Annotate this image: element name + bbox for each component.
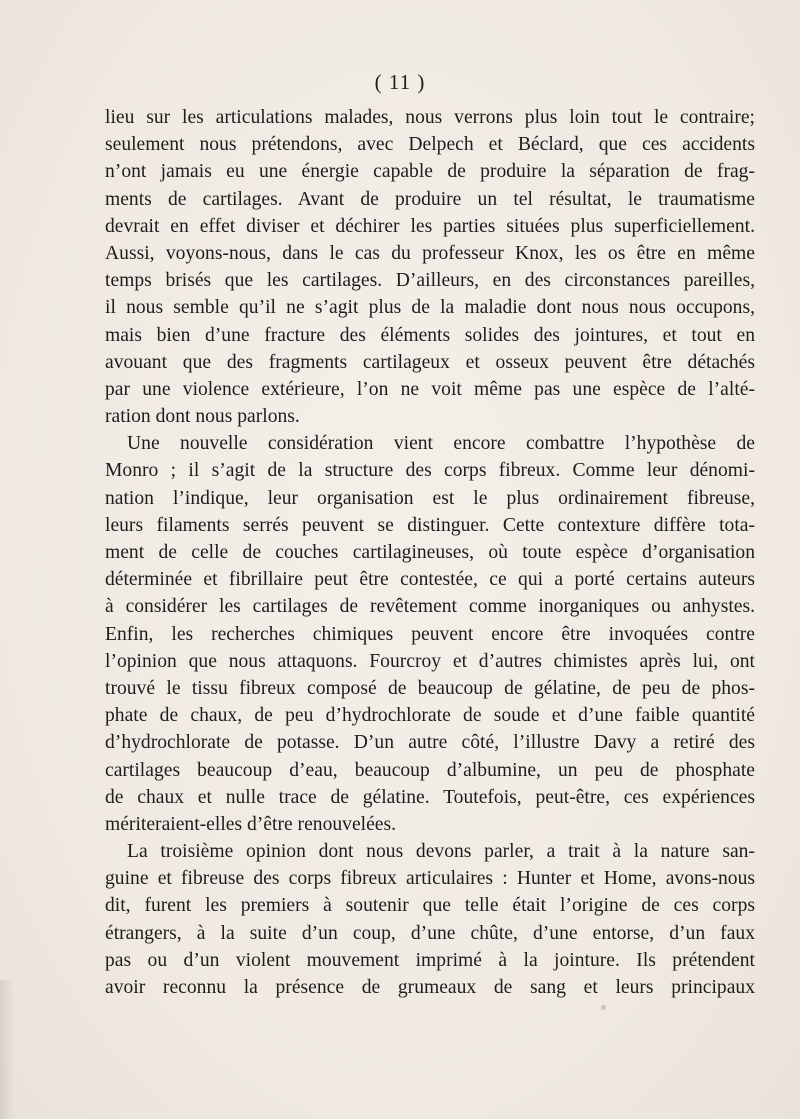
text-line: de chaux et nulle trace de gélatine. Toutefois, peut-être, ces expériences: [105, 786, 755, 808]
text-line: Enfin, les recherches chimiques peuvent encore être invoquées contre: [105, 623, 755, 645]
text-line: Aussi, voyons-nous, dans le cas du professeur Knox, les os être en même: [105, 242, 755, 264]
text-line: trouvé le tissu fibreux composé de beaucoup de gélatine, de peu de phos-: [105, 677, 755, 699]
text-line: ment de celle de couches cartilagineuses, où toute espèce d’organisation: [105, 542, 755, 563]
text-line: devrait en effet diviser et déchirer les parties situées plus superficiellement.: [105, 215, 755, 237]
text-line: n’ont jamais eu une énergie capable de produire la séparation de frag-: [105, 161, 755, 183]
text-line: seulement nous prétendons, avec Delpech et Béclard, que ces accidents: [105, 134, 755, 156]
text-line: nation l’indique, leur organisation est le plus ordinairement fibreuse,: [105, 487, 755, 509]
text-line: par une violence extérieure, l’on ne voit même pas une espèce de l’alté-: [105, 378, 755, 400]
text-line: d’hydrochlorate de potasse. D’un autre côté, l’illustre Davy a retiré des: [105, 732, 755, 754]
text-line: étrangers, à la suite d’un coup, d’une chûte, d’une entorse, d’un faux: [105, 922, 755, 944]
text-line: déterminée et fibrillaire peut être contestée, ce qui a porté certains auteurs: [105, 569, 755, 591]
text-line: avouant que des fragments cartilageux et osseux peuvent être détachés: [105, 351, 755, 373]
text-line: dit, furent les premiers à soutenir que telle était l’origine de ces corps: [105, 895, 755, 917]
text-line: l’opinion que nous attaquons. Fourcroy et d’autres chimistes après lui, ont: [105, 650, 755, 672]
paragraph-end-line: ration dont nous parlons.: [105, 406, 300, 428]
text-line: ments de cartilages. Avant de produire un tel résultat, le traumatisme: [105, 188, 755, 210]
paragraph-end-line: mériteraient-elles d’être renouvelées.: [105, 813, 397, 835]
text-line: lieu sur les articulations malades, nous verrons plus loin tout le contraire;: [105, 107, 755, 128]
page-number: ( 11 ): [374, 70, 426, 94]
body-text: [105, 104, 755, 1001]
text-line: à considérer les cartilages de revêtement comme inorganiques ou anhystes.: [105, 596, 755, 618]
text-line: guine et fibreuse des corps fibreux articulaires : Hunter et Home, avons-nous: [105, 868, 755, 890]
text-line: pas ou d’un violent mouvement imprimé à la jointure. Ils prétendent: [105, 949, 755, 971]
text-line: phate de chaux, de peu d’hydrochlorate de soude et d’une faible quantité: [105, 705, 755, 727]
paragraph-start-line: Une nouvelle considération vient encore combattre l’hypothèse de: [127, 433, 755, 455]
text-line: Monro ; il s’agit de la structure des corps fibreux. Comme leur dénomi-: [105, 460, 755, 482]
text-line: temps brisés que les cartilages. D’ailleurs, en des circonstances pareilles,: [105, 270, 755, 292]
text-line: mais bien d’une fracture des éléments solides des jointures, et tout en: [105, 324, 755, 346]
text-line: leurs filaments serrés peuvent se distinguer. Cette contexture diffère tota-: [105, 514, 755, 536]
paper-spot: [601, 1005, 606, 1010]
text-line: avoir reconnu la présence de grumeaux de sang et leurs principaux: [105, 977, 755, 998]
paragraph-start-line: La troisième opinion dont nous devons parler, a trait à la nature san-: [127, 841, 755, 863]
text-line: cartilages beaucoup d’eau, beaucoup d’albumine, un peu de phosphate: [105, 759, 755, 781]
text-line: il nous semble qu’il ne s’agit plus de la maladie dont nous nous occupons,: [105, 297, 755, 319]
page-edge-shadow: [0, 980, 14, 1119]
